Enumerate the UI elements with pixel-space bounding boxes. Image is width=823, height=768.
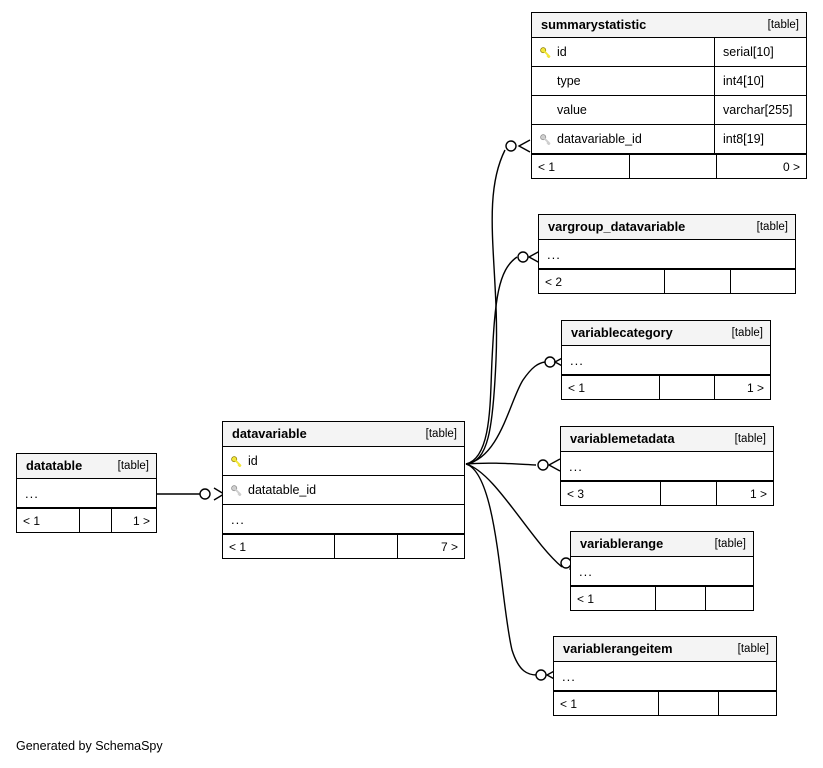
table-row bbox=[532, 125, 806, 154]
table-variablerangeitem[interactable] bbox=[553, 636, 777, 716]
table-row-collapsed bbox=[554, 662, 776, 691]
table-header bbox=[17, 454, 156, 479]
table-header bbox=[554, 637, 776, 662]
collapsed-columns-ellipsis: ... bbox=[25, 485, 39, 501]
table-title: variablecategory bbox=[571, 325, 673, 340]
footer-middle bbox=[658, 692, 718, 715]
table-footer bbox=[571, 586, 753, 610]
table-title: variablerangeitem bbox=[563, 641, 673, 656]
table-footer bbox=[223, 534, 464, 558]
footer-middle bbox=[629, 155, 716, 178]
table-footer bbox=[562, 375, 770, 399]
collapsed-columns-ellipsis: ... bbox=[570, 352, 584, 368]
edge-datavariable-variablecategory bbox=[466, 362, 545, 464]
collapsed-columns-ellipsis: ... bbox=[579, 563, 593, 579]
column-name: datatable_id bbox=[248, 483, 317, 497]
column-name: datavariable_id bbox=[557, 132, 642, 146]
table-header bbox=[223, 422, 464, 447]
table-vargroup-datavariable[interactable] bbox=[538, 214, 796, 294]
edge-datavariable-variablerangeitem bbox=[466, 464, 537, 675]
table-variablecategory[interactable] bbox=[561, 320, 771, 400]
no-key-spacer bbox=[540, 76, 551, 87]
footer-parent-count: < 1 bbox=[568, 380, 586, 395]
column-name-cell bbox=[223, 483, 464, 497]
footer-middle bbox=[660, 482, 716, 505]
footer-middle bbox=[664, 270, 730, 293]
footer-child-count: 1 > bbox=[714, 376, 770, 399]
table-row bbox=[532, 96, 806, 125]
footer-middle bbox=[655, 587, 705, 610]
footer-child-count bbox=[718, 692, 776, 715]
table-row-collapsed bbox=[223, 505, 464, 534]
primary-key-icon bbox=[540, 47, 551, 58]
table-type-tag: [table] bbox=[737, 642, 769, 655]
table-type-tag: [table] bbox=[714, 537, 746, 550]
table-row bbox=[532, 38, 806, 67]
footer-child-count: 0 > bbox=[716, 155, 806, 178]
table-title: variablerange bbox=[580, 536, 664, 551]
column-name: id bbox=[248, 454, 258, 468]
no-key-spacer bbox=[540, 105, 551, 116]
table-datatable[interactable] bbox=[16, 453, 157, 533]
table-row bbox=[223, 476, 464, 505]
table-type-tag: [table] bbox=[767, 18, 799, 31]
table-footer bbox=[532, 154, 806, 178]
table-row bbox=[223, 447, 464, 476]
column-name-cell bbox=[532, 74, 714, 88]
foreign-key-icon bbox=[231, 485, 242, 496]
table-footer bbox=[554, 691, 776, 715]
table-title: variablemetadata bbox=[570, 431, 675, 446]
table-header bbox=[571, 532, 753, 557]
table-header bbox=[562, 321, 770, 346]
table-header bbox=[539, 215, 795, 240]
table-footer bbox=[561, 481, 773, 505]
table-header bbox=[532, 13, 806, 38]
edge-datavariable-summarystatistic bbox=[466, 150, 505, 464]
column-type: int4[10] bbox=[714, 67, 806, 95]
column-name: id bbox=[557, 45, 567, 59]
column-type: varchar[255] bbox=[714, 96, 806, 124]
footer-child-count: 7 > bbox=[397, 535, 464, 558]
collapsed-columns-ellipsis: ... bbox=[562, 668, 576, 684]
column-type: serial[10] bbox=[714, 38, 806, 66]
table-datavariable[interactable] bbox=[222, 421, 465, 559]
generated-by-credit: Generated by SchemaSpy bbox=[16, 739, 163, 753]
footer-parent-count: < 3 bbox=[567, 486, 585, 501]
foreign-key-icon bbox=[540, 134, 551, 145]
table-row-collapsed bbox=[561, 452, 773, 481]
column-type: int8[19] bbox=[714, 125, 806, 153]
footer-child-count bbox=[730, 270, 795, 293]
edge-datavariable-vargroup bbox=[466, 257, 517, 464]
column-name-cell bbox=[532, 45, 714, 59]
column-name: type bbox=[557, 74, 581, 88]
table-type-tag: [table] bbox=[425, 427, 457, 440]
table-row-collapsed bbox=[562, 346, 770, 375]
table-title: summarystatistic bbox=[541, 17, 647, 32]
table-row bbox=[532, 67, 806, 96]
footer-middle bbox=[334, 535, 397, 558]
collapsed-columns-ellipsis: ... bbox=[569, 458, 583, 474]
primary-key-icon bbox=[231, 456, 242, 467]
table-row-collapsed bbox=[571, 557, 753, 586]
footer-parent-count: < 1 bbox=[560, 696, 578, 711]
footer-parent-count: < 1 bbox=[229, 539, 247, 554]
footer-parent-count: < 2 bbox=[545, 274, 563, 289]
column-name-cell bbox=[532, 132, 714, 146]
table-type-tag: [table] bbox=[117, 459, 149, 472]
footer-child-count: 1 > bbox=[111, 509, 156, 532]
table-footer bbox=[539, 269, 795, 293]
table-header bbox=[561, 427, 773, 452]
collapsed-columns-ellipsis: ... bbox=[547, 246, 561, 262]
footer-middle bbox=[79, 509, 111, 532]
table-footer bbox=[17, 508, 156, 532]
column-name-cell bbox=[532, 103, 714, 117]
footer-middle bbox=[659, 376, 714, 399]
table-variablemetadata[interactable] bbox=[560, 426, 774, 506]
table-type-tag: [table] bbox=[756, 220, 788, 233]
footer-child-count bbox=[705, 587, 753, 610]
table-title: vargroup_datavariable bbox=[548, 219, 686, 234]
table-row-collapsed bbox=[17, 479, 156, 508]
table-type-tag: [table] bbox=[731, 326, 763, 339]
column-name-cell bbox=[223, 454, 464, 468]
edge-datavariable-variablemetadata bbox=[466, 463, 536, 465]
edge-datavariable-variablerange bbox=[466, 464, 562, 567]
collapsed-columns-ellipsis: ... bbox=[231, 511, 245, 527]
table-type-tag: [table] bbox=[734, 432, 766, 445]
column-name: value bbox=[557, 103, 587, 117]
table-variablerange[interactable] bbox=[570, 531, 754, 611]
table-title: datatable bbox=[26, 458, 83, 473]
footer-parent-count: < 1 bbox=[23, 513, 41, 528]
table-summarystatistic[interactable] bbox=[531, 12, 807, 179]
table-title: datavariable bbox=[232, 426, 307, 441]
footer-parent-count: < 1 bbox=[538, 159, 556, 174]
footer-parent-count: < 1 bbox=[577, 591, 595, 606]
footer-child-count: 1 > bbox=[716, 482, 773, 505]
table-row-collapsed bbox=[539, 240, 795, 269]
